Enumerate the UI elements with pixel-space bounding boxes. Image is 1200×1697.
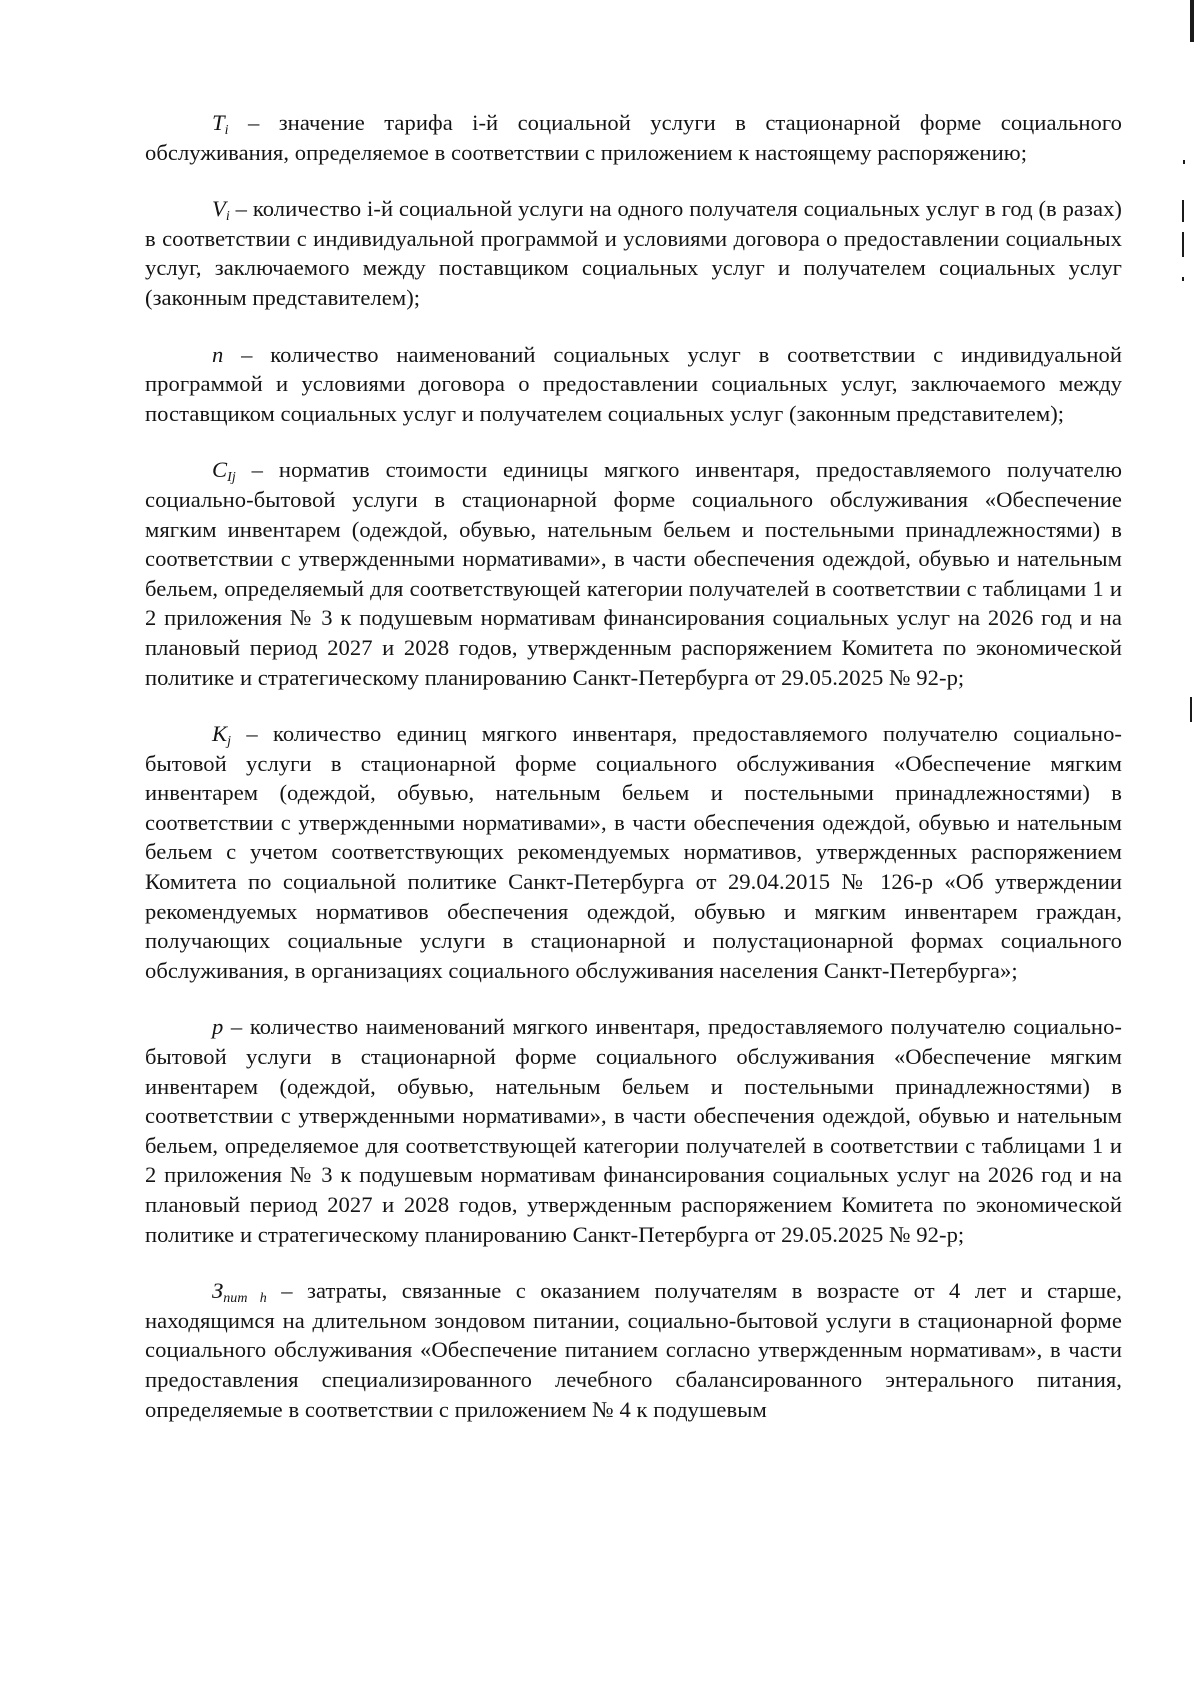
symbol-t-i: $T_i$ (212, 110, 229, 138)
paragraph-tariff-definition (145, 108, 1122, 167)
paragraph-text: – количество наименований мягкого инвентаря, предоставляемого получателю социально-бытовой услуги в стационарной форме социального обслуживания «Обеспечение мягким инвентарем (одеждой, обувью, нательным бельем и постельными принадлежностями) в соответствии с утвержденными нормативами», в части обеспечения одеждой, обувью и нательным бельем, определяемое для соответствующей категории получателей в соответствии с таблицами 1 и 2 приложения № 3 к подушевым нормативам финансирования социальных услуг на 2026 год и на плановый период 2027 и 2028 годов, утвержденным распоряжением Комитета по экономической политике и стратегическому планированию Санкт-Петербурга от 29.05.2025 № 92-р; (145, 1014, 1122, 1247)
symbol-n: n (212, 341, 224, 367)
paragraph-text: – количество наименований социальных услуг в соответствии с индивидуальной программой и условиями договора о предоставлении социальных услуг, заключаемого между поставщиком социальных услуг и получателем социальных услуг (законным представителем); (145, 341, 1122, 426)
paragraph-unit-cost-definition (145, 455, 1122, 692)
symbol-c-ij: $C_{Ij}$ (212, 457, 236, 486)
paragraph-units-quantity-definition (145, 719, 1122, 985)
paragraph-text: – значение тарифа i-й социальной услуги в стационарной форме социального обслуживания, определяемое в соответствии с приложением к настоящему распоряжению; (145, 110, 1122, 165)
symbol-z-pit-h: $З_{пит h}$ (212, 1278, 267, 1307)
symbol-k-j: $K_j$ (212, 721, 232, 750)
scan-edge-mark-small-2 (1182, 277, 1184, 281)
scan-edge-mark-1 (1182, 200, 1184, 222)
paragraph-services-count-definition (145, 340, 1122, 429)
scan-edge-mark-2 (1182, 232, 1184, 257)
paragraph-inventory-count-definition (145, 1012, 1122, 1249)
scan-edge-mark-small-1 (1183, 160, 1185, 164)
paragraph-volume-definition (145, 194, 1122, 312)
paragraph-text: – норматив стоимости единицы мягкого инвентаря, предоставляемого получателю социально-бытовой услуги в стационарной форме социального обслуживания «Обеспечение мягким инвентарем (одеждой, обувью, нательным бельем и постельными принадлежностями) в соответствии с утвержденными нормативами», в части обеспечения одеждой, обувью и нательным бельем, определяемый для соответствующей категории получателей в соответствии с таблицами 1 и 2 приложения № 3 к подушевым нормативам финансирования социальных услуг на 2026 год и на плановый период 2027 и 2028 годов, утвержденным распоряжением Комитета по экономической политике и стратегическому планированию Санкт-Петербурга от 29.05.2025 № 92-р; (145, 457, 1122, 690)
document-body (145, 108, 1122, 1451)
scan-edge-mark-top (1190, 0, 1194, 42)
paragraph-text: – затраты, связанные с оказанием получателям в возрасте от 4 лет и старше, находящимся на длительном зондовом питании, социально-бытовой услуги в стационарной форме социального обслуживания «Обеспечение питанием согласно утвержденным нормативам», в части предоставления специализированного лечебного сбалансированного энтерального питания, определяемые в соответствии с приложением № 4 к подушевым (145, 1278, 1122, 1422)
symbol-p: p (212, 1014, 224, 1040)
paragraph-text: – количество i-й социальной услуги на одного получателя социальных услуг в год (в разах) в соответствии с индивидуальной программой и условиями договора о предоставлении социальных услуг, заключаемого между поставщиком социальных услуг и получателем социальных услуг (законным представителем); (145, 196, 1122, 310)
scan-edge-mark-3 (1190, 697, 1192, 722)
paragraph-nutrition-cost-definition (145, 1276, 1122, 1424)
paragraph-text: – количество единиц мягкого инвентаря, предоставляемого получателю социально-бытовой услуги в стационарной форме социального обслуживания «Обеспечение мягким инвентарем (одеждой, обувью, нательным бельем и постельными принадлежностями) в соответствии с утвержденными нормативами», в части обеспечения одеждой, обувью и нательным бельем с учетом соответствующих рекомендуемых нормативов, утвержденных распоряжением Комитета по социальной политике Санкт-Петербурга от 29.04.2015 № 126-р «Об утверждении рекомендуемых нормативов обеспечения одеждой, обувью и мягким инвентарем граждан, получающих социальные услуги в стационарной и полустационарной формах социального обслуживания, в организациях социального обслуживания населения Санкт-Петербурга»; (145, 721, 1122, 983)
symbol-v-i: $V_i$ (212, 196, 230, 225)
